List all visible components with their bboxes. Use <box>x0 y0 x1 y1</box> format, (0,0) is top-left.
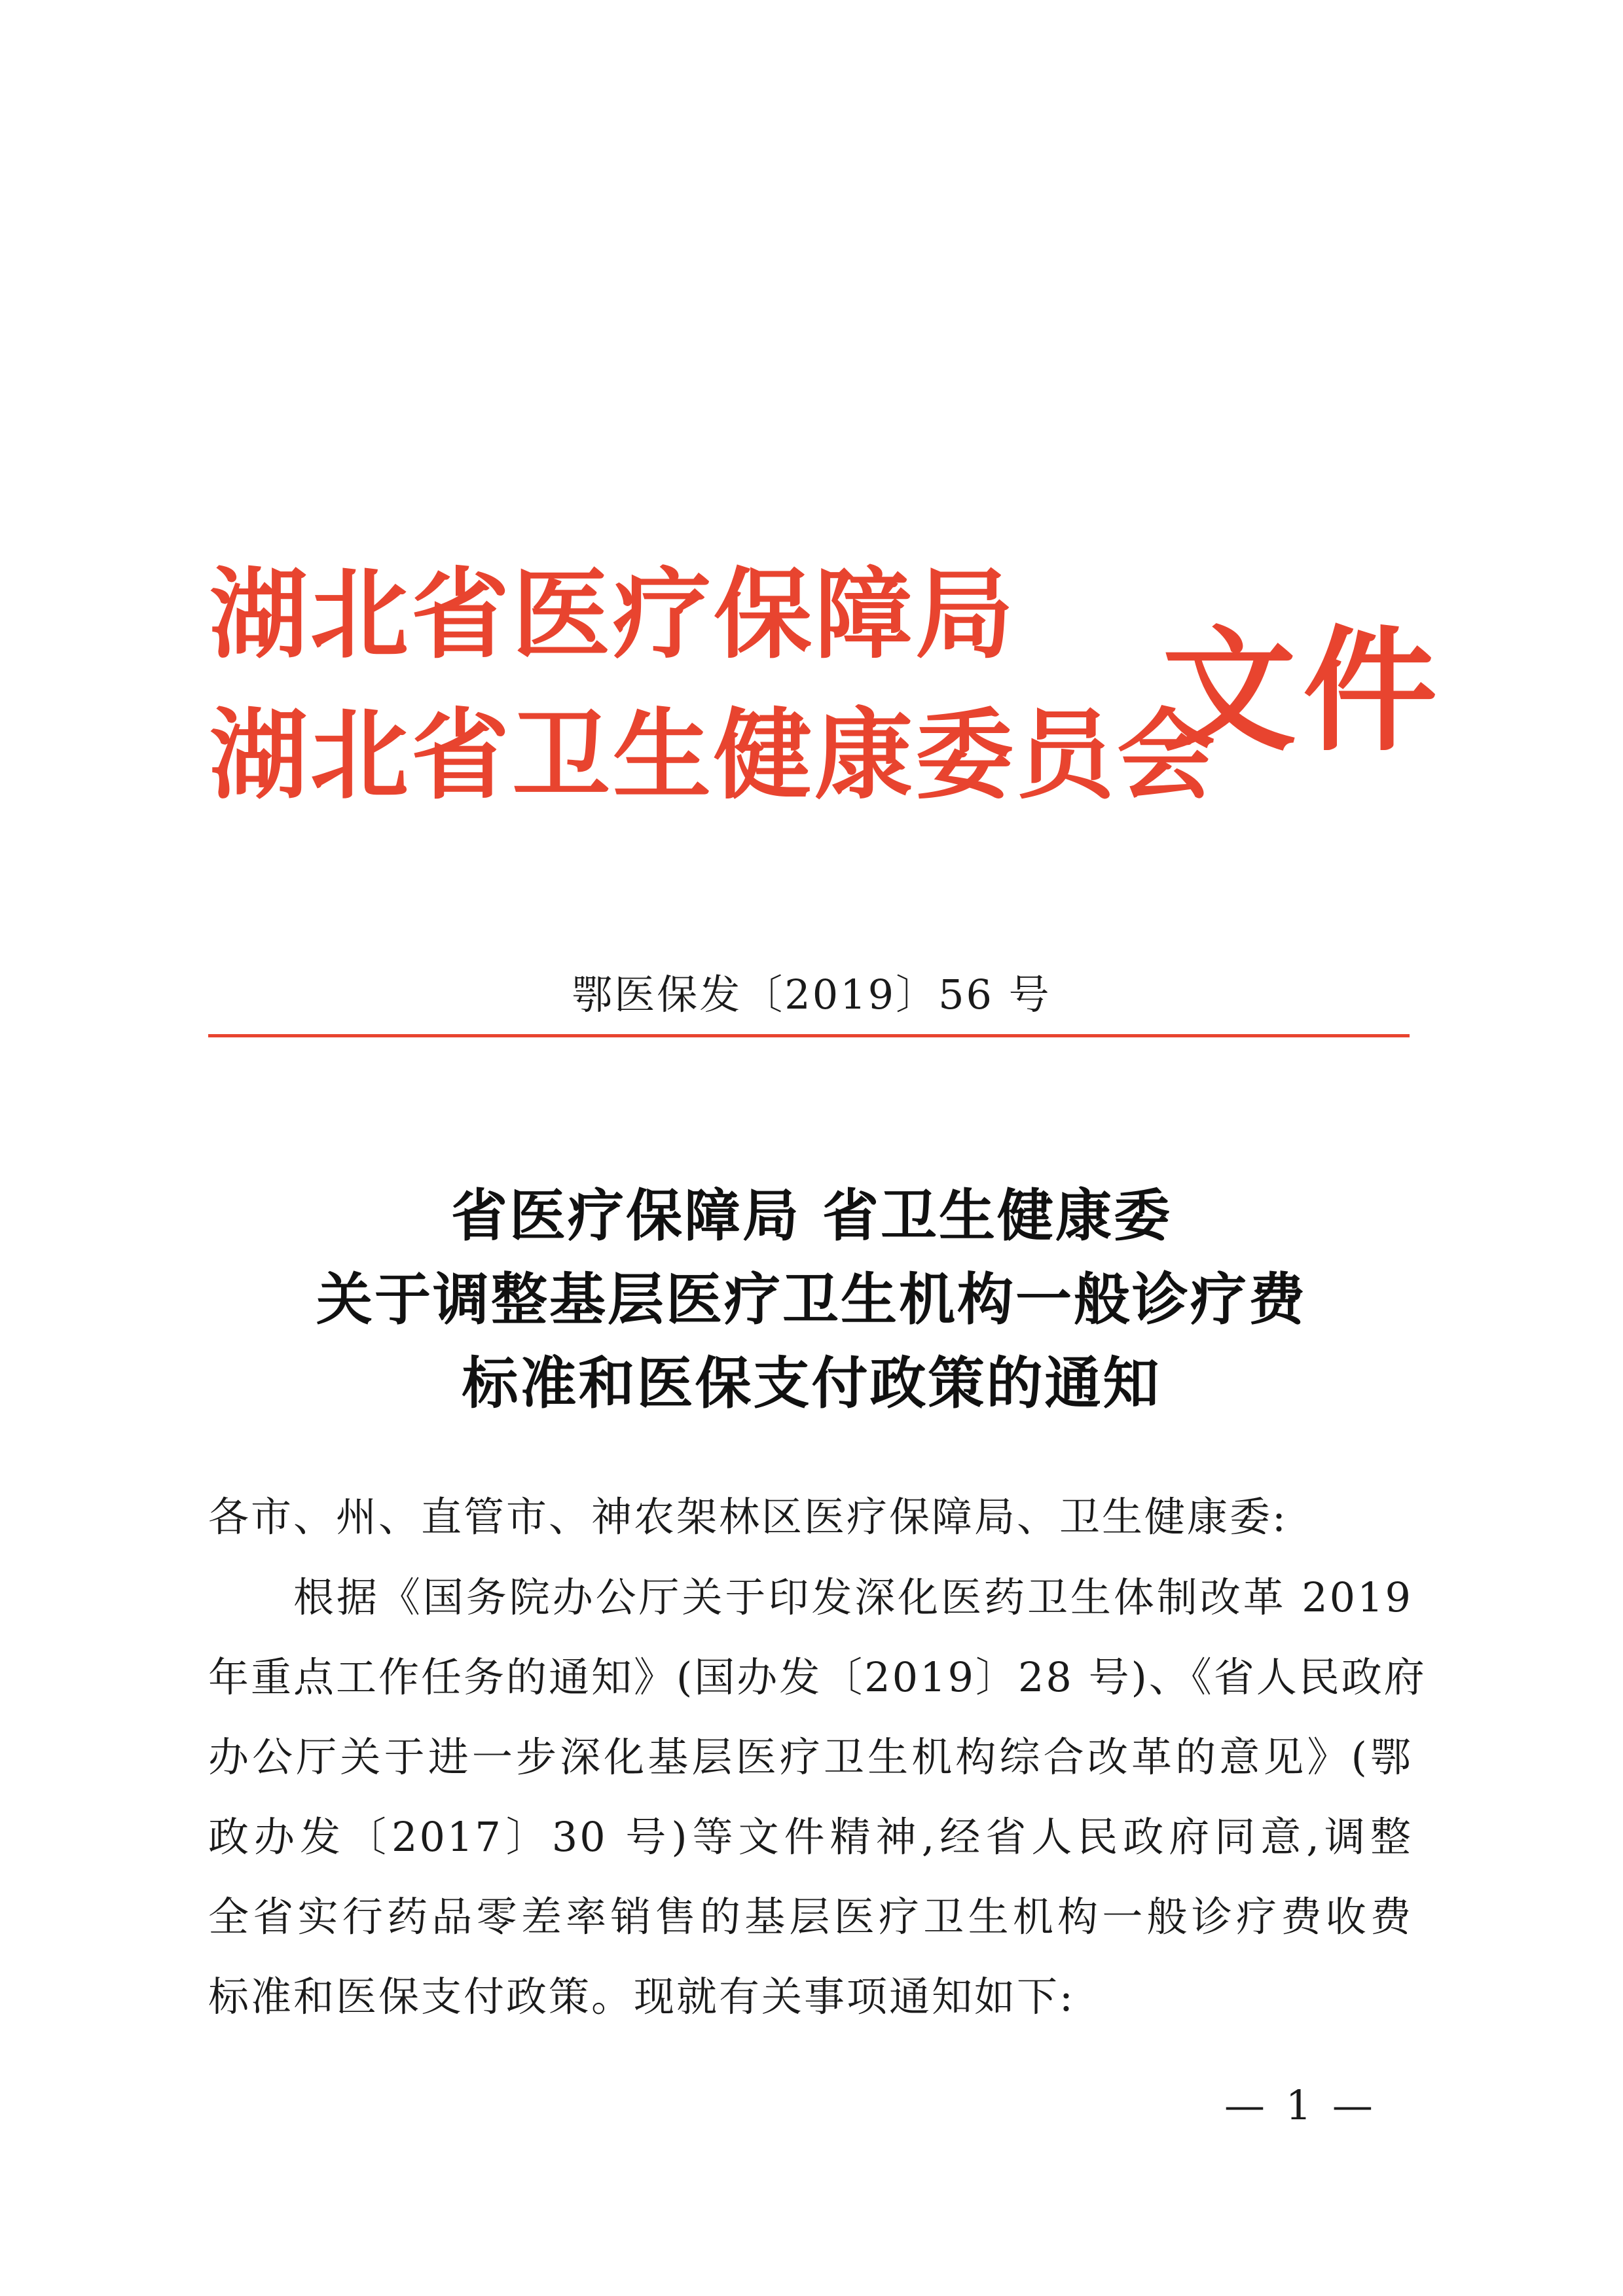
document-title-line-2: 关于调整基层医疗卫生机构一般诊疗费 <box>316 1267 1307 1333</box>
document-number: 鄂医保发〔2019〕56 号 <box>572 971 1051 1018</box>
document-header-suffix: 文件 <box>1162 614 1444 770</box>
body-line: 年重点工作任务的通知》(国办发〔2019〕28 号)、《省人民政府 <box>208 1653 1427 1701</box>
document-title-line-1: 省医疗保障局 省卫生健康委 <box>451 1183 1172 1249</box>
red-divider <box>208 1034 1410 1037</box>
body-line: 办公厅关于进一步深化基层医疗卫生机构综合改革的意见》(鄂 <box>208 1733 1413 1781</box>
document-title-line-3: 标准和医保支付政策的通知 <box>462 1351 1161 1416</box>
issuer-name-medical-security: 湖北省医疗保障局 <box>210 558 1017 672</box>
salutation: 各市、州、直管市、神农架林区医疗保障局、卫生健康委: <box>208 1493 1288 1541</box>
body-line: 全省实行药品零差率销售的基层医疗卫生机构一般诊疗费收费 <box>208 1893 1413 1941</box>
body-line: 根据《国务院办公厅关于印发深化医药卫生体制改革 2019 <box>293 1573 1413 1621</box>
page-number: — 1 — <box>1224 2081 1377 2129</box>
body-line: 标准和医保支付政策。现就有关事项通知如下: <box>208 1973 1075 2020</box>
body-line: 政办发〔2017〕30 号)等文件精神,经省人民政府同意,调整 <box>208 1813 1413 1861</box>
issuer-name-health-commission: 湖北省卫生健康委员会 <box>210 699 1218 813</box>
